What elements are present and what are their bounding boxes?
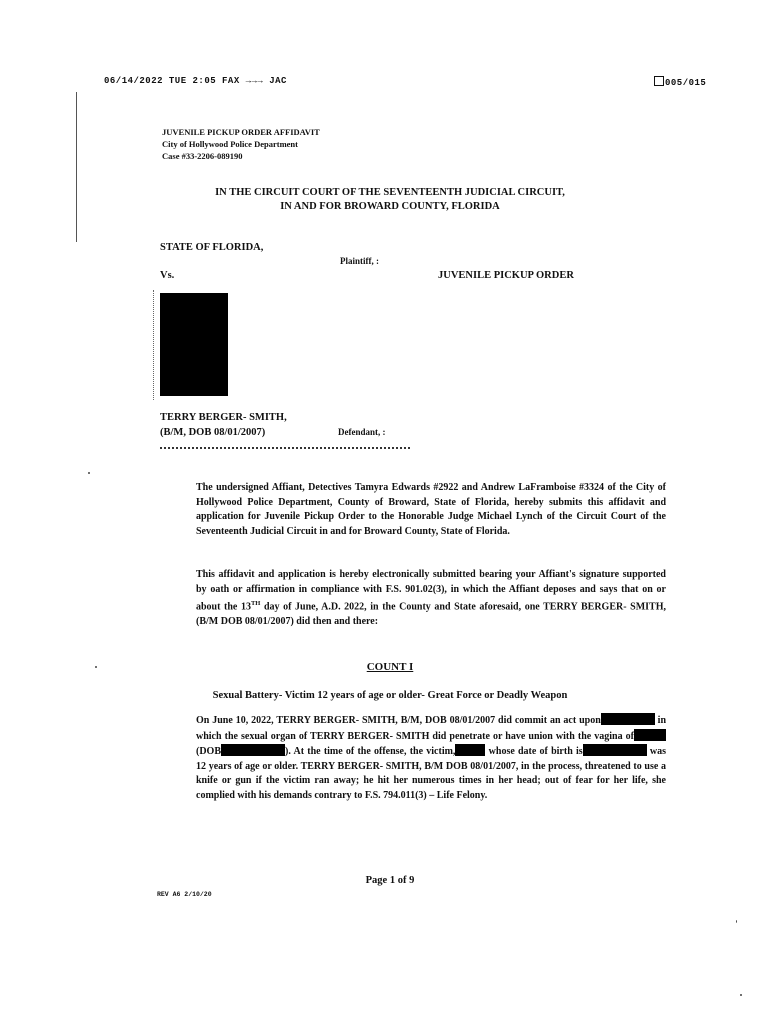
count-text-4: ). At the time of the offense, the victim, — [285, 746, 456, 757]
fax-page-count: 005/015 — [665, 78, 707, 88]
count-text-5: whose date of birth is — [485, 746, 583, 757]
count-title: COUNT I — [366, 661, 414, 673]
caption-state: STATE OF FLORIDA, — [160, 242, 264, 253]
count-text-3: (DOB — [196, 746, 221, 757]
court-heading-line2: IN AND FOR BROWARD COUNTY, FLORIDA — [280, 201, 500, 212]
count-charge: Sexual Battery- Victim 12 years of age or older- Great Force or Deadly Weapon — [212, 690, 568, 701]
affidavit-header-title: JUVENILE PICKUP ORDER AFFIDAVIT — [162, 127, 320, 137]
affidavit-header — [162, 126, 320, 162]
caption-vs: Vs. — [160, 270, 175, 281]
page-number: Page 1 of 9 — [365, 875, 415, 886]
submission-text-start: This affidavit and application is hereby electronically submitted bearing your Affiant's signature supported by oath or affirmation in compliance with F.S. 901.02(3), in which the Affiant deposes and says that on or about the 13 — [196, 569, 666, 613]
defendant-label: Defendant, : — [338, 427, 386, 437]
defendant-block — [160, 410, 287, 440]
court-heading — [150, 186, 630, 214]
scan-mark — [153, 290, 157, 400]
defendant-dob: (B/M, DOB 08/01/2007) — [160, 427, 266, 438]
redaction-block — [160, 293, 228, 396]
count-text-2: in which the sexual organ of TERRY BERGER- SMITH did penetrate or have union with the vagina of — [196, 715, 667, 742]
scan-margin-line — [76, 92, 77, 242]
affidavit-header-case: Case #33-2206-089190 — [162, 151, 243, 161]
caption-divider — [160, 447, 410, 449]
redaction-victim-initials — [634, 729, 666, 741]
affiant-paragraph: The undersigned Affiant, Detectives Tamyra Edwards #2922 and Andrew LaFramboise #3324 of the City of Hollywood Police Department, County of Broward, State of Florida, hereby submits this affidavit and application for Juvenile Pickup Order to the Honorable Judge Michael Lynch of the Circuit Court of the Seventeenth Judicial Circuit in and for Broward County, State of Florida. — [196, 482, 666, 537]
revision-code: REV A6 2/10/20 — [157, 891, 212, 898]
fax-box-icon — [654, 76, 664, 86]
defendant-name: TERRY BERGER- SMITH, — [160, 412, 287, 423]
fax-header-right — [654, 76, 706, 88]
caption-plaintiff: Plaintiff, : — [340, 256, 379, 266]
day-suffix: TH — [250, 600, 261, 607]
scan-speck — [740, 994, 742, 996]
order-title: JUVENILE PICKUP ORDER — [438, 270, 574, 281]
redaction-victim-dob — [221, 744, 285, 756]
redaction-victim-name — [601, 713, 655, 725]
submission-text-end: day of June, A.D. 2022, in the County and State aforesaid, one TERRY BERGER- SMITH, (B/M DOB 08/01/2007) did then and there: — [196, 601, 666, 627]
redaction-victim-name-2 — [455, 744, 485, 756]
count-text-6: was 12 years of age or older. TERRY BERGER- SMITH, B/M DOB 08/01/2007, in the process, threatened to use a knife or gun if the victim ran away; he hit her numerous times in her head; out of fear for her life, she complied with his demands contrary to F.S. 794.011(3) – Life Felony. — [196, 746, 666, 801]
scan-speck — [95, 666, 97, 668]
count-text-1: On June 10, 2022, TERRY BERGER- SMITH, B/M, DOB 08/01/2007 did commit an act upon — [196, 715, 601, 726]
scan-speck — [88, 472, 90, 474]
affidavit-header-department: City of Hollywood Police Department — [162, 139, 298, 149]
redaction-victim-dob-2 — [583, 744, 647, 756]
submission-paragraph — [160, 568, 666, 629]
court-heading-line1: IN THE CIRCUIT COURT OF THE SEVENTEENTH JUDICIAL CIRCUIT, — [215, 187, 565, 198]
scan-speck — [736, 920, 737, 923]
fax-header-left: 06/14/2022 TUE 2:05 FAX →→→ JAC — [104, 76, 287, 86]
count-paragraph — [160, 713, 666, 803]
